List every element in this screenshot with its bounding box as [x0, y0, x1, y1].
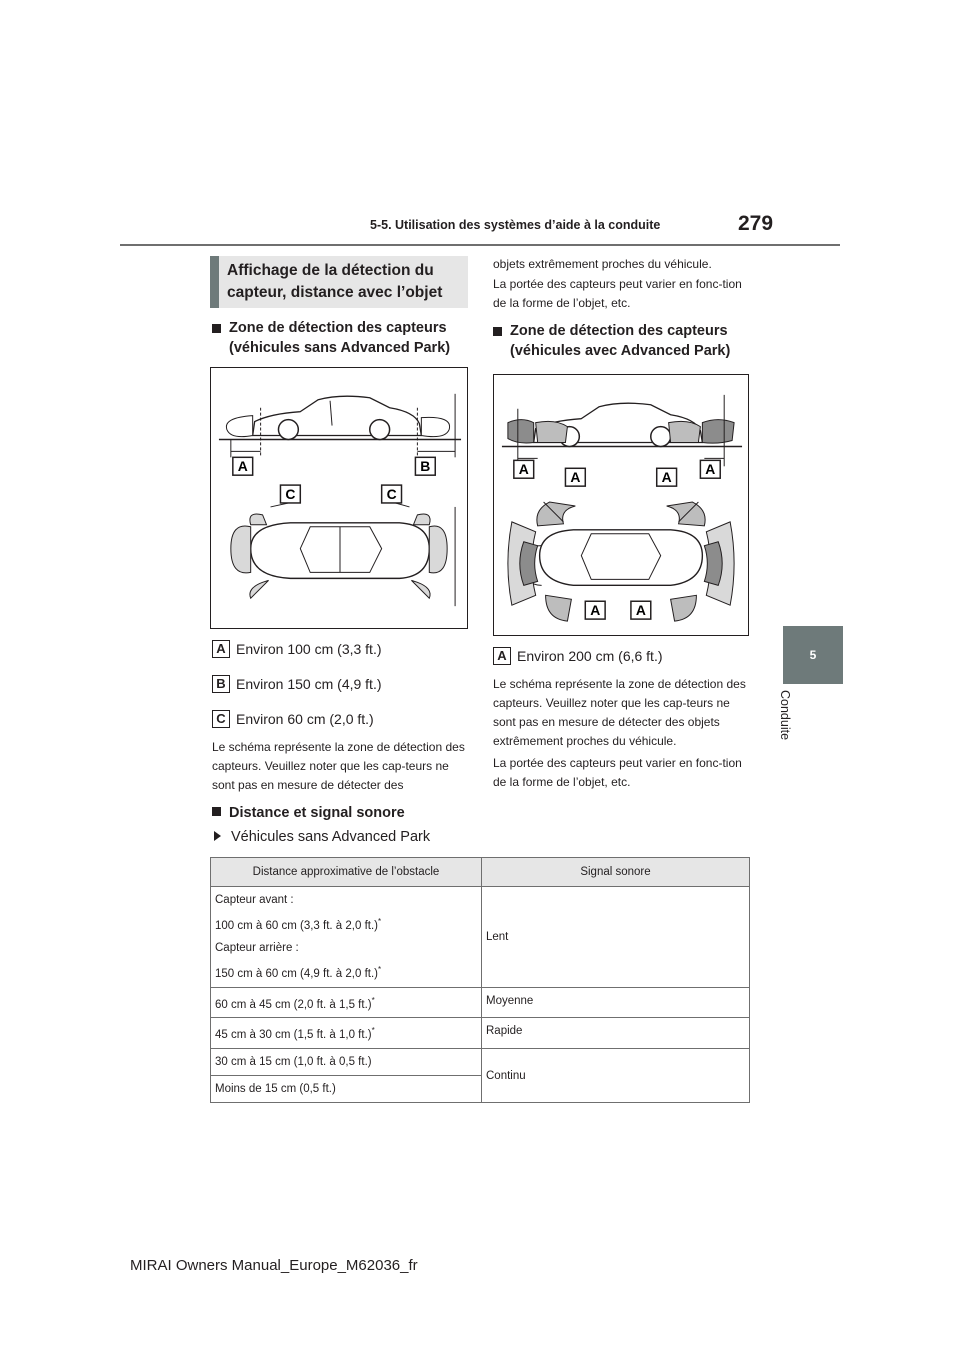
table-row — [211, 1049, 750, 1076]
paragraph-right-range: La portée des capteurs peut varier en fonc-tion de la forme de l’objet, etc. — [493, 756, 742, 789]
page-number: 279 — [738, 212, 774, 235]
signal-slow: Lent — [482, 887, 750, 988]
label-b: B — [420, 458, 431, 475]
zone-heading-left: Zone de détection des capteurs (véhicules sans Advanced Park) — [212, 318, 470, 358]
signal-medium: Moyenne — [482, 987, 750, 1018]
vehicle-type-item: Véhicules sans Advanced Park — [214, 829, 430, 845]
legend-c: C Environ 60 cm (2,0 ft.) — [212, 710, 374, 728]
section-title: Affichage de la détection du capteur, distance avec l’objet — [210, 256, 468, 308]
table-row: 45 cm à 30 cm (1,5 ft. à 1,0 ft.)* Rapide — [211, 1018, 750, 1049]
paragraph-continued: objets extrêmement proches du véhicule. — [493, 257, 712, 271]
zone-heading-right: Zone de détection des capteurs (véhicules avec Advanced Park) — [493, 321, 751, 361]
footer-manual-id: MIRAI Owners Manual_Europe_M62036_fr — [130, 1257, 418, 1274]
col-header-signal: Signal sonore — [482, 858, 750, 887]
running-header: 5-5. Utilisation des systèmes d’aide à la conduite — [370, 218, 661, 232]
distance-cell: 30 cm à 15 cm (1,0 ft. à 0,5 ft.) — [211, 1049, 482, 1076]
front-sensor-range: 100 cm à 60 cm (3,3 ft. à 2,0 ft.) — [215, 919, 378, 932]
label-a-6: A — [635, 602, 646, 619]
label-a-5: A — [590, 602, 601, 619]
distance-cell: 60 cm à 45 cm (2,0 ft. à 1,5 ft.) — [215, 998, 372, 1011]
label-a: A — [237, 458, 248, 475]
rear-sensor-label: Capteur arrière : — [215, 941, 299, 954]
legend-a-right: A Environ 200 cm (6,6 ft.) — [493, 647, 663, 665]
label-c-right: C — [386, 485, 397, 502]
distance-cell: 45 cm à 30 cm (1,5 ft. à 1,0 ft.) — [215, 1029, 372, 1042]
chapter-tab: 5 — [783, 626, 843, 684]
sensor-zone-diagram-advanced-park — [493, 374, 749, 636]
signal-fast: Rapide — [482, 1018, 750, 1049]
chapter-label: Conduite — [778, 690, 792, 741]
legend-b: B Environ 150 cm (4,9 ft.) — [212, 675, 382, 693]
distance-heading: Distance et signal sonore — [212, 803, 405, 823]
header-rule — [120, 244, 840, 246]
label-c-left: C — [285, 485, 296, 502]
label-a-4: A — [705, 461, 716, 478]
sensor-zone-diagram-no-advanced-park — [210, 367, 468, 629]
paragraph-right: Le schéma représente la zone de détection des capteurs. Veuillez noter que les cap-teurs ne sont pas en mesure de détecter des objets extrêmement proches du véhicule. — [493, 677, 746, 748]
signal-continuous: Continu — [482, 1049, 750, 1103]
paragraph-range-note: La portée des capteurs peut varier en fonc-tion de la forme de l’objet, etc. — [493, 277, 742, 310]
label-a-3: A — [661, 469, 672, 486]
label-a-1: A — [518, 461, 529, 478]
front-sensor-label: Capteur avant : — [215, 894, 294, 906]
table-row: 60 cm à 45 cm (2,0 ft. à 1,5 ft.)* Moyenne — [211, 987, 750, 1018]
col-header-distance: Distance approximative de l’obstacle — [211, 858, 482, 887]
distance-signal-table — [210, 857, 750, 1103]
label-a-2: A — [570, 469, 581, 486]
paragraph-left: Le schéma représente la zone de détection des capteurs. Veuillez noter que les cap-teurs ne sont pas en mesure de détecter des — [212, 740, 465, 792]
table-row: Capteur avant : 100 cm à 60 cm (3,3 ft. à 2,0 ft.)* Capteur arrière : 150 cm à 60 cm (4,9 ft. à 2,0 ft.)* Lent — [211, 887, 750, 988]
legend-a: A Environ 100 cm (3,3 ft.) — [212, 640, 382, 658]
rear-sensor-range: 150 cm à 60 cm (4,9 ft. à 2,0 ft.) — [215, 967, 378, 980]
distance-cell: Moins de 15 cm (0,5 ft.) — [211, 1076, 482, 1103]
